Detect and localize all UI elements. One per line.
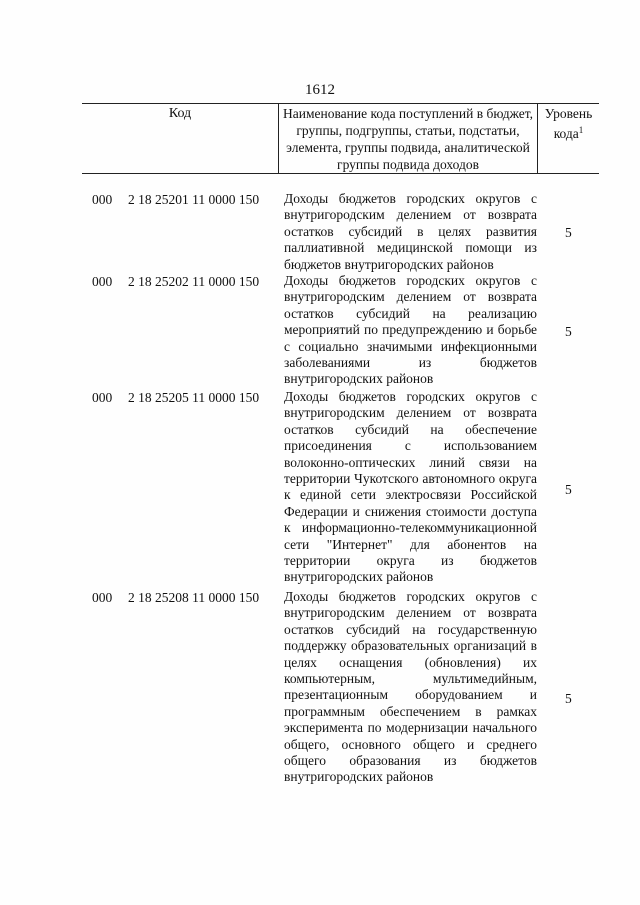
code-level: 5: [565, 324, 572, 339]
admin-code: 000: [92, 590, 113, 605]
code-level: 5: [565, 225, 572, 240]
header-code-column: Код: [82, 104, 279, 173]
header-name-column: Наименование кода поступлений в бюджет, группы, подгруппы, статьи, подстатьи, элемента, группы подвида, аналитической группы подвида доходов: [279, 104, 538, 173]
header-level-column: [538, 104, 599, 174]
revenue-code: 2 18 25205 11 0000 150: [128, 390, 260, 405]
revenue-description: Доходы бюджетов городских округов с внутригородским делением от возврата остатков субсидий на реализацию мероприятий по предупреждению и борьбе с социально значимыми инфекционными заболеваниями из бюджетов внутригородских районов: [284, 273, 537, 387]
table-header: [82, 103, 599, 174]
revenue-code: 2 18 25201 11 0000 150: [128, 192, 260, 207]
revenue-description: Доходы бюджетов городских округов с внутригородским делением от возврата остатков субсидий в целях развития паллиативной медицинской помощи из бюджетов внутригородских районов: [284, 191, 537, 272]
code-level: 5: [565, 482, 572, 497]
admin-code: 000: [92, 390, 113, 405]
revenue-code: 2 18 25208 11 0000 150: [128, 590, 260, 605]
admin-code: 000: [92, 192, 113, 207]
header-level-footnote: 1: [578, 125, 584, 135]
revenue-description: Доходы бюджетов городских округов с внутригородским делением от возврата остатков субсидий на государственную поддержку образовательных организаций в целях оснащения (обновления) их компьютерным, мультимедийным, презентационным оборудованием и программным обеспечением в рамках эксперимента по модернизации начального общего, основного общего и среднего общего образования из бюджетов внутригородских районов: [284, 589, 537, 785]
header-level-label: Уровень кода: [544, 106, 593, 141]
revenue-code: 2 18 25202 11 0000 150: [128, 274, 260, 289]
code-level: 5: [565, 691, 572, 706]
admin-code: 000: [92, 274, 113, 289]
page-number: 1612: [305, 82, 335, 98]
revenue-description: Доходы бюджетов городских округов с внутригородским делением от возврата остатков субсидий на обеспечение присоединения с использованием волоконно-оптических линий связи на территории Чукотского автономного округа к единой сети электросвязи Российской Федерации и снижения стоимости доступа к информационно-телекоммуникационной сети "Интернет" для абонентов на территории округа из бюджетов внутригородских районов: [284, 389, 537, 585]
